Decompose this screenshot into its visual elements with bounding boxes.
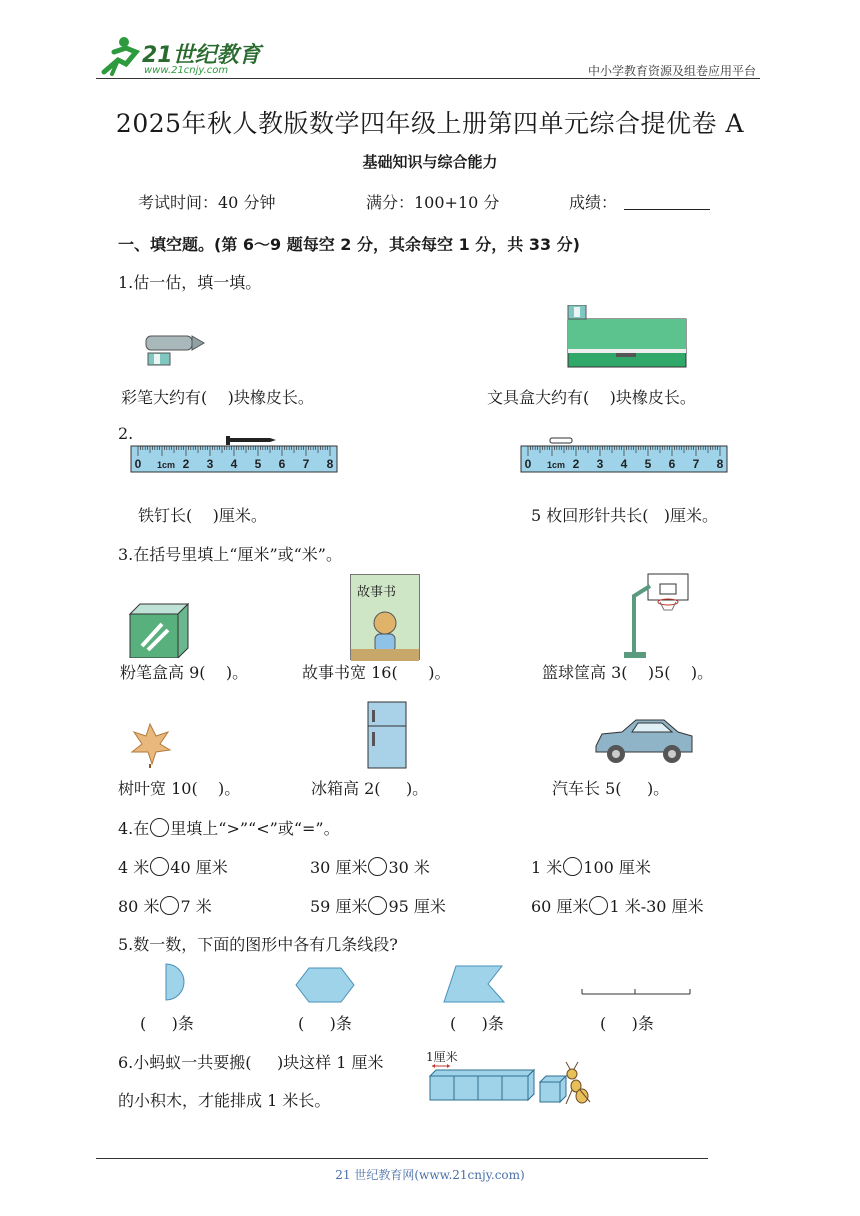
logo-url: www.21cnjy.com bbox=[144, 65, 229, 76]
ruler-tick-label: 0 bbox=[134, 457, 142, 471]
q4-text-pre: 4.在 bbox=[118, 819, 150, 838]
pencil-case-icon bbox=[566, 305, 690, 371]
ruler-left bbox=[130, 432, 340, 476]
header-rule bbox=[96, 78, 760, 79]
q1-text: 1.估一估，填一填。 bbox=[118, 273, 262, 292]
q3-car-blank[interactable]: 汽车长 5( )。 bbox=[552, 779, 670, 798]
q4-left: 1 米 bbox=[531, 858, 563, 877]
footer-rule bbox=[96, 1158, 708, 1159]
circle-icon bbox=[150, 818, 169, 837]
q1-marker-blank[interactable]: 彩笔大约有( )块橡皮长。 bbox=[121, 388, 314, 407]
section-heading: 一、填空题。(第 6～9 题每空 2 分，其余每空 1 分，共 33 分) bbox=[118, 235, 580, 254]
footer-text: 21 世纪教育网(www.21cnjy.com) bbox=[335, 1168, 525, 1182]
ruler-tick-label: 2 bbox=[182, 457, 190, 471]
q4-left: 59 厘米 bbox=[310, 897, 368, 916]
logo-text: 21世纪教育 bbox=[142, 43, 261, 68]
ruler-tick-label: 3 bbox=[206, 457, 214, 471]
q4-left: 80 米 bbox=[118, 897, 160, 916]
ruler-tick-label: 4 bbox=[620, 457, 628, 471]
q4-right: 95 厘米 bbox=[388, 897, 446, 916]
ruler-tick-label: 1cm bbox=[156, 460, 176, 470]
q2-number: 2. bbox=[118, 424, 134, 443]
q1-pencilcase-blank[interactable]: 文具盒大约有( )块橡皮长。 bbox=[487, 388, 696, 407]
page-title: 2025年秋人教版数学四年级上册第四单元综合提优卷 A bbox=[115, 109, 745, 138]
marker-icon bbox=[142, 334, 212, 368]
q4-item bbox=[531, 855, 651, 878]
grade-blank[interactable] bbox=[624, 209, 710, 210]
grade-label: 成绩： bbox=[569, 193, 618, 212]
q4-right: 30 米 bbox=[388, 858, 430, 877]
q4-item bbox=[310, 855, 430, 878]
q4-right: 1 米-30 厘米 bbox=[609, 897, 704, 916]
q4-left: 30 厘米 bbox=[310, 858, 368, 877]
ruler-right bbox=[520, 432, 730, 476]
ruler-tick-label: 2 bbox=[572, 457, 580, 471]
chalk-box-icon bbox=[126, 602, 192, 658]
platform-name: 中小学教育资源及组卷应用平台 bbox=[587, 64, 756, 78]
q4-left: 4 米 bbox=[118, 858, 150, 877]
ruler-tick-label: 0 bbox=[524, 457, 532, 471]
storybook-icon bbox=[350, 574, 420, 660]
compare-circle[interactable] bbox=[368, 896, 387, 915]
q3-hoop-blank[interactable]: 篮球筐高 3( )5( )。 bbox=[542, 663, 714, 682]
cm-label: 1厘米 bbox=[426, 1050, 458, 1064]
q3-chalkbox-blank[interactable]: 粉笔盒高 9( )。 bbox=[120, 663, 249, 682]
compare-circle[interactable] bbox=[368, 857, 387, 876]
q4-text-post: 里填上“>”“<”或“=”。 bbox=[170, 819, 340, 838]
q5-text: 5.数一数，下面的图形中各有几条线段? bbox=[118, 935, 398, 954]
storybook-title: 故事书 bbox=[357, 585, 397, 600]
car-icon bbox=[592, 712, 696, 766]
ruler-tick-label: 5 bbox=[644, 457, 652, 471]
compare-circle[interactable] bbox=[150, 857, 169, 876]
segment-line-shape bbox=[580, 986, 694, 1000]
q4-item bbox=[118, 894, 212, 917]
q4-item bbox=[531, 894, 704, 917]
flag-shape bbox=[442, 964, 506, 1004]
ruler-tick-label: 3 bbox=[596, 457, 604, 471]
q5-blank[interactable]: ( )条 bbox=[140, 1014, 194, 1033]
q3-leaf-blank[interactable]: 树叶宽 10( )。 bbox=[118, 779, 241, 798]
compare-circle[interactable] bbox=[589, 896, 608, 915]
semicircle-shape bbox=[164, 962, 190, 1002]
q4-right: 100 厘米 bbox=[583, 858, 651, 877]
q5-blank[interactable]: ( )条 bbox=[450, 1014, 504, 1033]
q4-item bbox=[118, 855, 228, 878]
page-subtitle: 基础知识与综合能力 bbox=[362, 153, 498, 171]
q4-item bbox=[310, 894, 446, 917]
ruler-tick-label: 5 bbox=[254, 457, 262, 471]
q4-right: 40 厘米 bbox=[170, 858, 228, 877]
leaf-icon bbox=[128, 720, 172, 768]
ruler-tick-label: 1cm bbox=[546, 460, 566, 470]
q2-nail-blank[interactable]: 铁钉长( )厘米。 bbox=[138, 506, 267, 525]
q6-line1[interactable]: 6.小蚂蚁一共要搬( )块这样 1 厘米 bbox=[118, 1053, 384, 1072]
full-score: 满分：100+10 分 bbox=[366, 193, 500, 212]
q4-right: 7 米 bbox=[180, 897, 212, 916]
q4-text bbox=[118, 816, 340, 839]
q5-blank[interactable]: ( )条 bbox=[600, 1014, 654, 1033]
ruler-tick-label: 8 bbox=[326, 457, 334, 471]
ruler-tick-label: 8 bbox=[716, 457, 724, 471]
q6-line2: 的小积木，才能排成 1 米长。 bbox=[118, 1091, 331, 1110]
ruler-tick-label: 6 bbox=[668, 457, 676, 471]
hexagon-shape bbox=[294, 966, 356, 1004]
compare-circle[interactable] bbox=[160, 896, 179, 915]
ruler-tick-label: 7 bbox=[692, 457, 700, 471]
ruler-tick-label: 6 bbox=[278, 457, 286, 471]
ruler-tick-label: 4 bbox=[230, 457, 238, 471]
q5-blank[interactable]: ( )条 bbox=[298, 1014, 352, 1033]
q2-clip-blank[interactable]: 5 枚回形针共长( )厘米。 bbox=[531, 506, 719, 525]
compare-circle[interactable] bbox=[563, 857, 582, 876]
ruler-tick-label: 7 bbox=[302, 457, 310, 471]
logo bbox=[96, 34, 266, 80]
q3-fridge-blank[interactable]: 冰箱高 2( )。 bbox=[311, 779, 429, 798]
exam-time: 考试时间：40 分钟 bbox=[138, 193, 276, 212]
q4-left: 60 厘米 bbox=[531, 897, 589, 916]
refrigerator-icon bbox=[366, 700, 408, 770]
basketball-hoop-icon bbox=[620, 572, 692, 662]
blocks-ant-illustration bbox=[426, 1060, 596, 1106]
q3-text: 3.在括号里填上“厘米”或“米”。 bbox=[118, 545, 342, 564]
ant-icon bbox=[566, 1062, 590, 1104]
q3-book-blank[interactable]: 故事书宽 16( )。 bbox=[302, 663, 451, 682]
